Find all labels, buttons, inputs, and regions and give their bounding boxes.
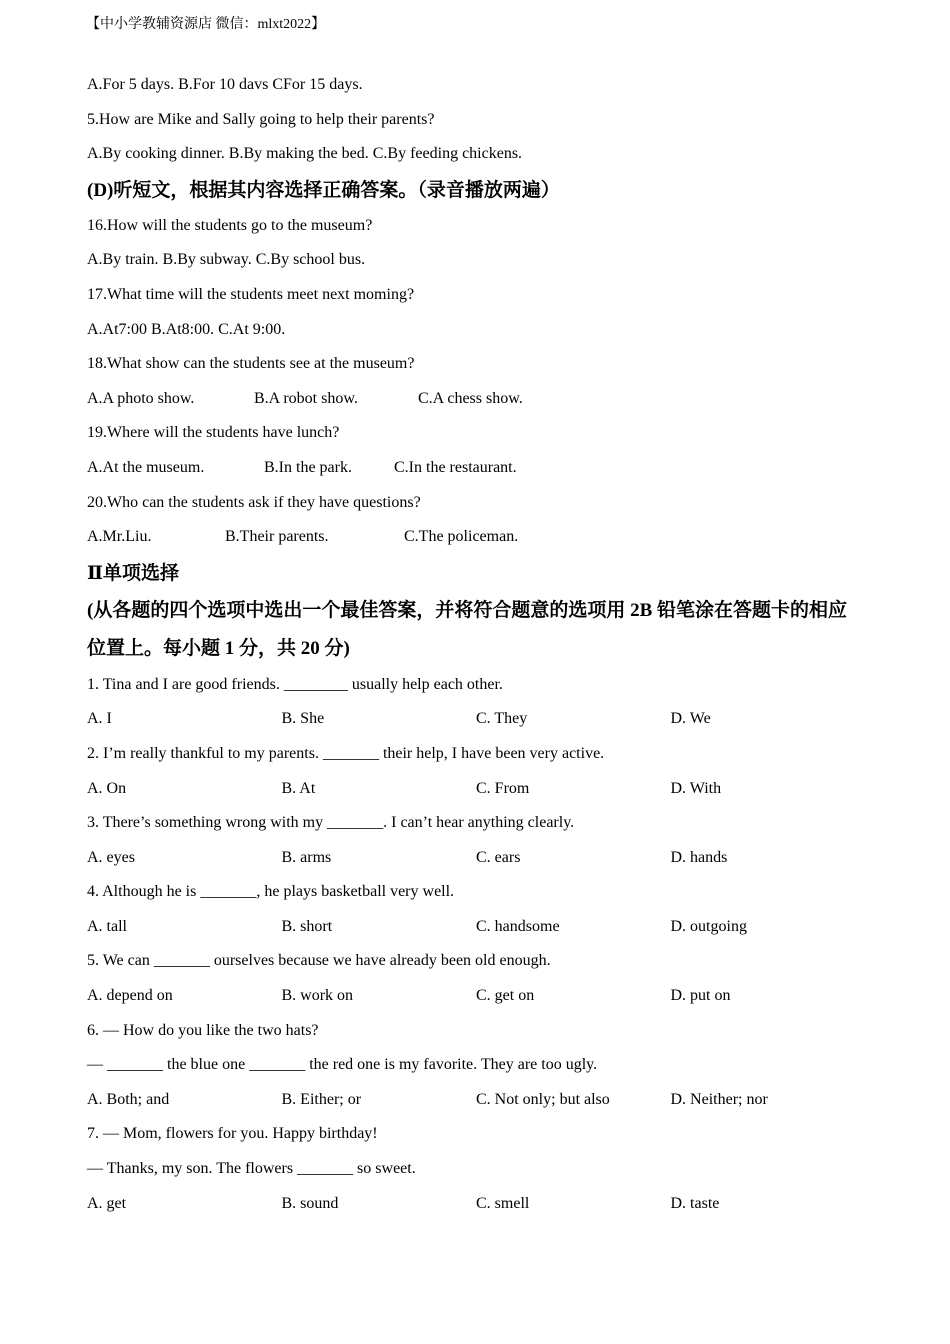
option-d: D. Neither; nor <box>670 1090 768 1108</box>
option-a: A.A photo show. <box>87 389 195 407</box>
option-b: B. arms <box>281 848 332 866</box>
answer-options-q16: A.By train. B.By subway. C.By school bus. <box>87 251 366 269</box>
mc-question-1: 1. Tina and I are good friends. ________ usually help each other. <box>87 675 503 693</box>
option-b: B.A robot show. <box>254 389 358 407</box>
part-2-title-text: Ⅱ单项选择 <box>87 562 180 584</box>
mc-question-5: 5. We can _______ ourselves because we have already been old enough. <box>87 952 551 970</box>
question-17: 17.What time will the students meet next moming? <box>87 285 415 303</box>
option-b: B. She <box>281 710 325 728</box>
option-a: A. Both; and <box>87 1090 170 1108</box>
part-2-title <box>87 555 877 592</box>
mc-options-1 <box>87 702 877 737</box>
option-a: A. On <box>87 779 127 797</box>
option-c: C.A chess show. <box>418 389 523 407</box>
option-b: B.In the park. <box>264 458 352 476</box>
option-d: D. put on <box>670 987 731 1005</box>
option-c: C. They <box>476 710 528 728</box>
option-c: C. ears <box>476 848 521 866</box>
answer-options-q18 <box>87 382 877 417</box>
mc-question-6: 6. — How do you like the two hats? <box>87 1021 319 1039</box>
mc-options-4 <box>87 910 877 945</box>
answer-options-q5: A.By cooking dinner. B.By making the bed. C.By feeding chickens. <box>87 145 523 163</box>
answer-options-q19 <box>87 451 877 486</box>
option-a: A. get <box>87 1194 127 1212</box>
mc-options-5 <box>87 979 877 1014</box>
mc-question-2: 2. I’m really thankful to my parents. _______ their help, I have been very active. <box>87 744 605 762</box>
option-a: A. depend on <box>87 987 173 1005</box>
mc-question-6-reply: — _______ the blue one _______ the red one is my favorite. They are too ugly. <box>87 1056 598 1074</box>
option-b: B. short <box>281 917 333 935</box>
mc-question-3: 3. There’s something wrong with my _______. I can’t hear anything clearly. <box>87 814 575 832</box>
option-c: C. From <box>476 779 530 797</box>
section-d-title: (D)听短文，根据其内容选择正确答案。（录音播放两遍） <box>87 179 560 201</box>
option-b: B. sound <box>281 1194 339 1212</box>
option-b: B. work on <box>281 987 354 1005</box>
option-a: A. tall <box>87 917 127 935</box>
mc-options-7 <box>87 1187 877 1222</box>
question-20: 20.Who can the students ask if they have questions? <box>87 493 421 511</box>
option-b: B. At <box>281 779 316 797</box>
option-c: C. smell <box>476 1194 530 1212</box>
question-19: 19.Where will the students have lunch? <box>87 424 340 442</box>
mc-question-7: 7. — Mom, flowers for you. Happy birthday! <box>87 1125 378 1143</box>
option-c: C.In the restaurant. <box>394 458 517 476</box>
option-c: C. Not only; but also <box>476 1090 610 1108</box>
question-5: 5.How are Mike and Sally going to help their parents? <box>87 110 435 128</box>
question-18: 18.What show can the students see at the museum? <box>87 355 415 373</box>
option-d: D. outgoing <box>670 917 747 935</box>
option-a: A.At the museum. <box>87 458 205 476</box>
mc-options-3 <box>87 841 877 876</box>
mc-options-6 <box>87 1083 877 1118</box>
answer-options-q15: A.For 5 days. B.For 10 davs CFor 15 days. <box>87 76 363 93</box>
mc-options-2 <box>87 772 877 807</box>
option-d: D. With <box>670 779 722 797</box>
option-b: B. Either; or <box>281 1090 362 1108</box>
option-c: C. handsome <box>476 917 560 935</box>
mc-question-4: 4. Although he is _______, he plays basketball very well. <box>87 883 455 901</box>
page-header: 【中小学教辅资源店 微信：mlxt2022】 <box>86 17 326 32</box>
answer-options-q17: A.At7:00 B.At8:00. C.At 9:00. <box>87 320 286 338</box>
option-a: A.Mr.Liu. <box>87 528 152 546</box>
option-d: D. hands <box>670 848 728 866</box>
part-2-instructions-line-1: (从各题的四个选项中选出一个最佳答案，并将符合题意的选项用 2B 铅笔涂在答题卡的相应 <box>87 599 848 621</box>
question-16: 16.How will the students go to the museum? <box>87 216 373 234</box>
mc-question-7-reply: — Thanks, my son. The flowers _______ so sweet. <box>87 1160 416 1178</box>
option-b: B.Their parents. <box>225 528 329 546</box>
option-a: A. eyes <box>87 848 135 866</box>
answer-options-q20 <box>87 520 877 555</box>
part-2-instructions-line-2: 位置上。每小题 1 分，共 20 分) <box>87 637 350 659</box>
worksheet-content <box>87 68 877 1221</box>
option-d: D. taste <box>670 1194 720 1212</box>
option-d: D. We <box>670 710 711 728</box>
option-c: C. get on <box>476 987 535 1005</box>
option-c: C.The policeman. <box>404 528 519 546</box>
option-a: A. I <box>87 710 112 728</box>
